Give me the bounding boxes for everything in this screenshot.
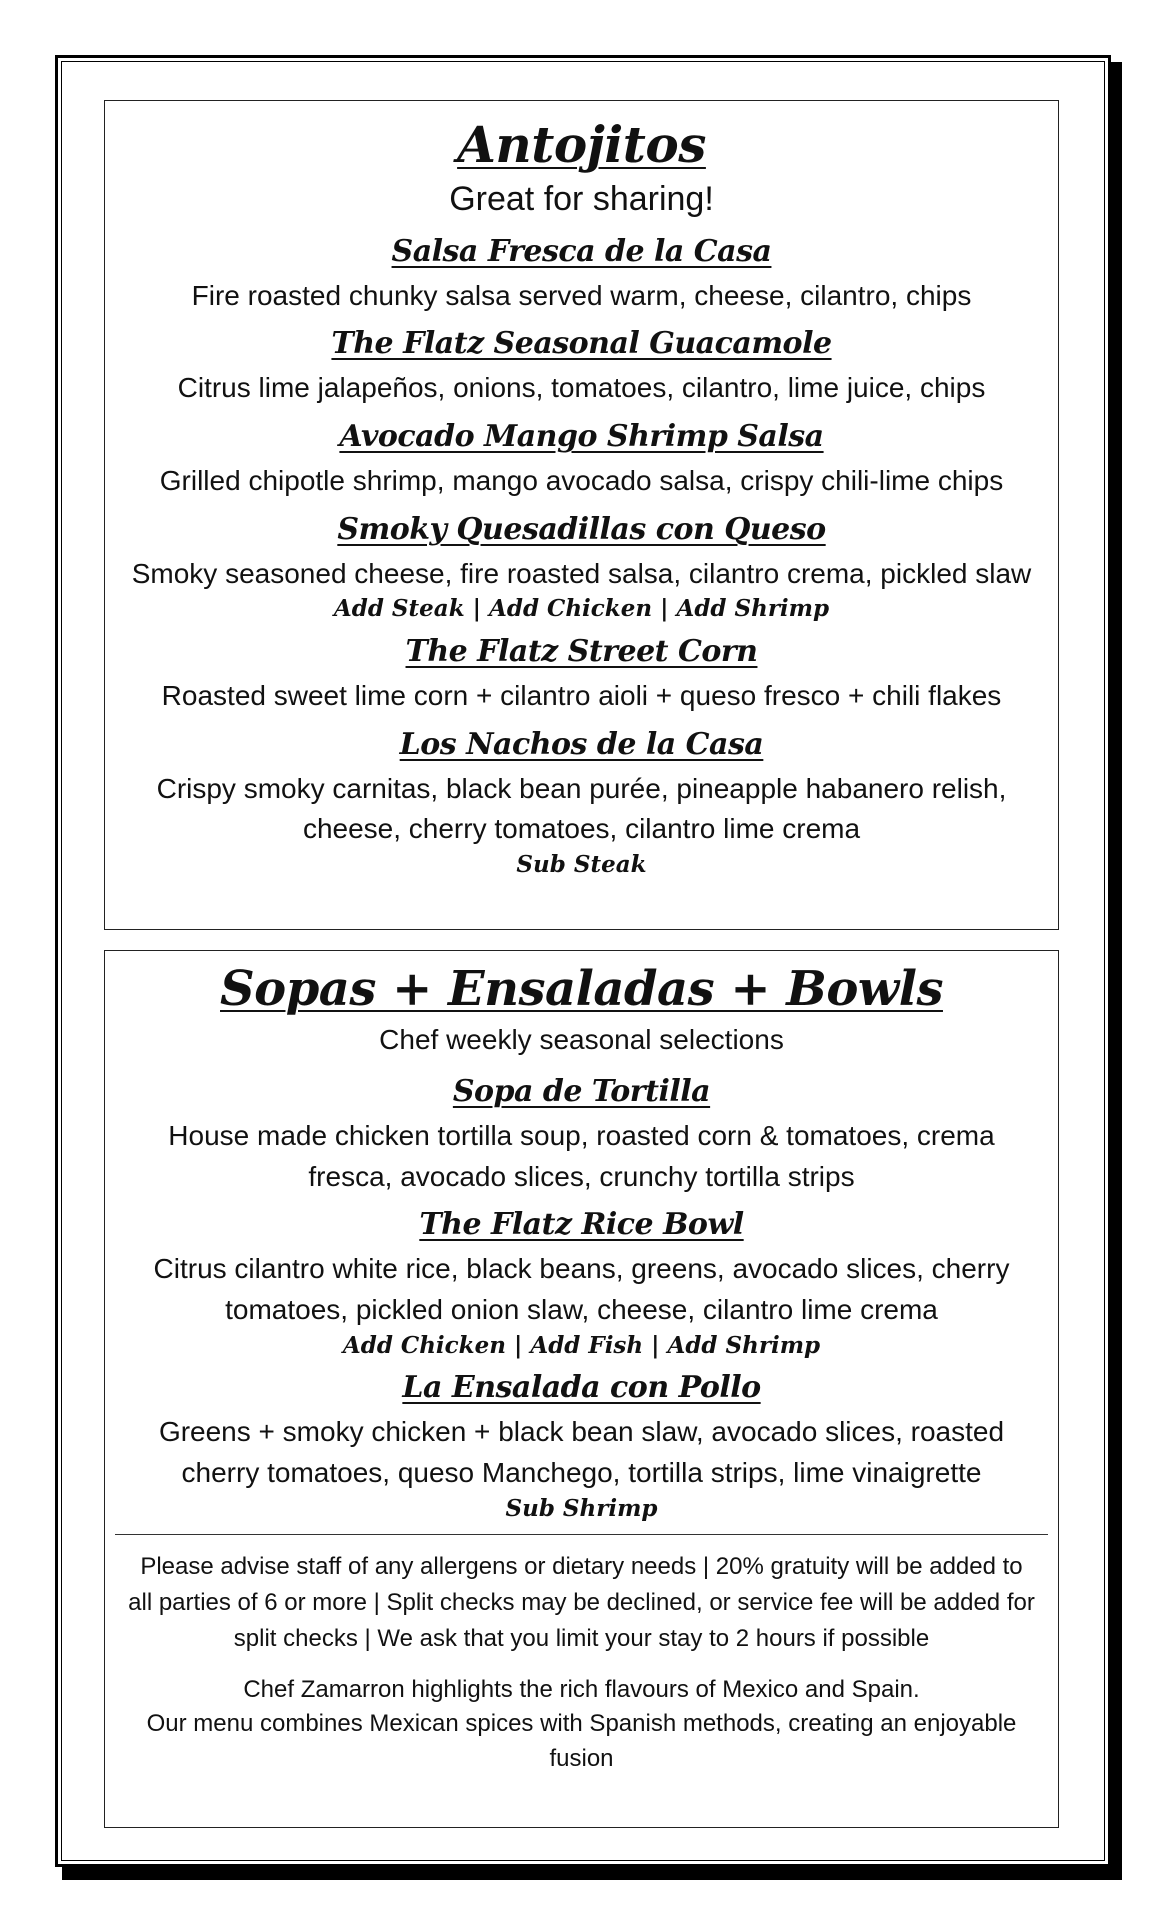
menu-item bbox=[105, 634, 1058, 717]
item-description: Fire roasted chunky salsa served warm, cheese, cilantro, chips bbox=[191, 279, 972, 311]
item-name: Los Nachos de la Casa bbox=[399, 726, 764, 762]
item-name: The Flatz Street Corn bbox=[405, 634, 758, 670]
item-addons: Add Chicken | Add Fish | Add Shrimp bbox=[342, 1331, 821, 1359]
item-addons: Sub Shrimp bbox=[505, 1494, 658, 1522]
item-description: Grilled chipotle shrimp, mango avocado salsa, crispy chili-lime chips bbox=[159, 464, 1004, 496]
section-subtitle: Great for sharing! bbox=[449, 180, 714, 218]
antojitos-section bbox=[104, 100, 1059, 930]
item-name: The Flatz Seasonal Guacamole bbox=[331, 326, 832, 362]
section-title: Sopas + Ensaladas + Bowls bbox=[220, 961, 943, 1017]
menu-item bbox=[105, 512, 1058, 624]
menu-item bbox=[105, 234, 1058, 317]
item-addons: Add Steak | Add Chicken | Add Shrimp bbox=[333, 595, 830, 623]
item-name: Smoky Quesadillas con Queso bbox=[337, 511, 826, 547]
chef-blurb-line-1: Chef Zamarron highlights the rich flavours of Mexico and Spain. bbox=[243, 1675, 920, 1703]
section-subtitle: Chef weekly seasonal selections bbox=[379, 1023, 784, 1055]
menu-item bbox=[105, 727, 1058, 880]
menu-item bbox=[105, 1370, 1058, 1523]
item-name: Sopa de Tortilla bbox=[452, 1074, 711, 1110]
item-addons: Sub Steak bbox=[516, 850, 647, 878]
menu-item bbox=[105, 326, 1058, 409]
sopas-ensaladas-bowls-section bbox=[104, 950, 1059, 1828]
item-description: Roasted sweet lime corn + cilantro aioli + queso fresco + chili flakes bbox=[161, 680, 1002, 712]
menu-item bbox=[105, 419, 1058, 502]
footer-divider bbox=[115, 1534, 1048, 1535]
chef-blurb-line-2: Our menu combines Mexican spices with Spanish methods, creating an enjoyable fusion bbox=[146, 1710, 1017, 1773]
item-description: Smoky seasoned cheese, fire roasted salsa, cilantro crema, pickled slaw bbox=[131, 557, 1032, 589]
item-description: Greens + smoky chicken + black bean slaw, avocado slices, roasted cherry tomatoes, queso Manchego, tortilla strips, lime vinaigrette bbox=[158, 1416, 1005, 1489]
menu-item bbox=[105, 1207, 1058, 1360]
item-name: Avocado Mango Shrimp Salsa bbox=[339, 418, 824, 454]
item-description: House made chicken tortilla soup, roasted corn & tomatoes, crema fresca, avocado slices, crunchy tortilla strips bbox=[168, 1120, 995, 1192]
item-description: Citrus lime jalapeños, onions, tomatoes, cilantro, lime juice, chips bbox=[177, 372, 986, 404]
item-description: Crispy smoky carnitas, black bean purée, pineapple habanero relish, cheese, cherry tomatoes, cilantro lime crema bbox=[156, 772, 1007, 845]
item-name: La Ensalada con Pollo bbox=[402, 1370, 761, 1406]
item-description: Citrus cilantro white rice, black beans, greens, avocado slices, cherry tomatoes, pickled onion slaw, cheese, cilantro lime crema bbox=[153, 1253, 1010, 1325]
item-name: The Flatz Rice Bowl bbox=[419, 1207, 744, 1243]
policy-notice: Please advise staff of any allergens or dietary needs | 20% gratuity will be added to all parties of 6 or more | Split checks may be declined, or service fee will be added for split checks | We ask that you limit your stay to 2 hours if possible bbox=[128, 1552, 1035, 1652]
item-name: Salsa Fresca de la Casa bbox=[391, 233, 772, 269]
menu-item bbox=[105, 1074, 1058, 1197]
section-title: Antojitos bbox=[457, 115, 706, 174]
